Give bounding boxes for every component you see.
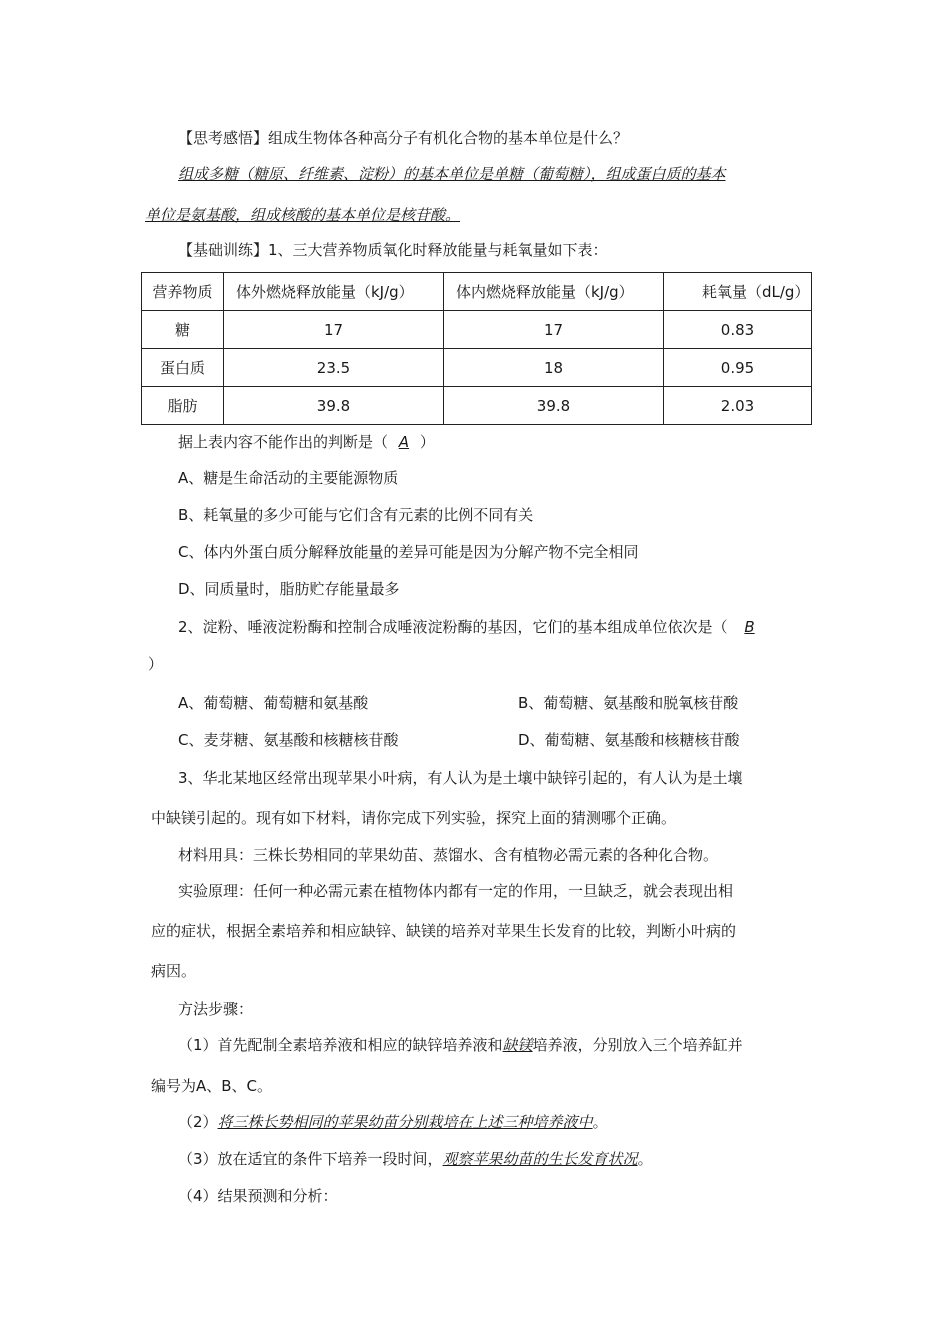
q3-step2 [178, 1112, 608, 1132]
think-heading: 【思考感悟】组成生物体各种高分子有机化合物的基本单位是什么？ [178, 129, 629, 147]
table-cell: 18 [444, 349, 664, 387]
q3-step1-suffix: 培养液，分别放入三个培养缸并 [532, 1036, 743, 1054]
q2-stem-suffix: ） [148, 655, 164, 673]
table-cell: 蛋白质 [142, 349, 224, 387]
table-row [142, 311, 812, 349]
q2-stem [178, 617, 755, 637]
table-row [142, 387, 812, 425]
table-cell: 39.8 [224, 387, 444, 425]
table-cell: 2.03 [664, 387, 812, 425]
q2-option-c: C、麦芽糖、氨基酸和核糖核苷酸 [178, 731, 399, 749]
table-cell: 17 [444, 311, 664, 349]
q3-step1 [178, 1035, 743, 1055]
table-cell: 23.5 [224, 349, 444, 387]
q2-option-a: A、葡萄糖、葡萄糖和氨基酸 [178, 694, 369, 712]
q3-step3-suffix: 。 [637, 1150, 653, 1168]
q1-option-c: C、体内外蛋白质分解释放能量的差异可能是因为分解产物不完全相同 [178, 543, 639, 561]
q3-step1-blank: 缺镁 [502, 1036, 533, 1054]
q1-option-a: A、糖是生命活动的主要能源物质 [178, 469, 399, 487]
q3-step2-prefix: （2） [178, 1113, 218, 1131]
q3-principle-line2: 应的症状，根据全素培养和相应缺锌、缺镁的培养对苹果生长发育的比较，判断小叶病的 [151, 922, 737, 940]
table-header: 营养物质 [142, 273, 224, 311]
table-header: 耗氧量（dL/g） [664, 273, 812, 311]
q3-step3-blank: 观察苹果幼苗的生长发育状况 [442, 1150, 638, 1168]
table-cell: 脂肪 [142, 387, 224, 425]
q2-option-d: D、葡萄糖、氨基酸和核糖核苷酸 [518, 731, 740, 749]
table-cell: 0.83 [664, 311, 812, 349]
q1-answer: A [398, 433, 410, 451]
q3-materials: 材料用具：三株长势相同的苹果幼苗、蒸馏水、含有植物必需元素的各种化合物。 [178, 846, 719, 864]
table-header: 体内燃烧释放能量（kJ/g） [444, 273, 664, 311]
q3-method-title: 方法步骤： [178, 1000, 254, 1018]
nutrient-table [141, 272, 812, 425]
table-row [142, 349, 812, 387]
table-header: 体外燃烧释放能量（kJ/g） [224, 273, 444, 311]
q3-principle-line1: 实验原理：任何一种必需元素在植物体内都有一定的作用，一旦缺乏，就会表现出相 [178, 882, 734, 900]
q3-step3-prefix: （3）放在适宜的条件下培养一段时间， [178, 1150, 443, 1168]
q1-option-d: D、同质量时，脂肪贮存能量最多 [178, 580, 400, 598]
q1-stem [178, 432, 435, 452]
table-cell: 17 [224, 311, 444, 349]
table-cell: 39.8 [444, 387, 664, 425]
q1-stem-prefix: 据上表内容不能作出的判断是（ [178, 433, 389, 451]
q3-step1-line2: 编号为A、B、C。 [151, 1077, 273, 1095]
q2-stem-prefix: 2、淀粉、唾液淀粉酶和控制合成唾液淀粉酶的基因，它们的基本组成单位依次是（ [178, 618, 728, 636]
q2-answer: B [744, 618, 755, 636]
q3-step4: （4）结果预测和分析： [178, 1187, 338, 1205]
q2-option-b: B、葡萄糖、氨基酸和脱氧核苷酸 [518, 694, 739, 712]
q1-intro: 【基础训练】1、三大营养物质氧化时释放能量与耗氧量如下表： [178, 241, 608, 259]
q3-step2-blank: 将三株长势相同的苹果幼苗分别栽培在上述三种培养液中 [217, 1113, 593, 1131]
q3-step2-suffix: 。 [592, 1113, 608, 1131]
q3-stem-line1: 3、华北某地区经常出现苹果小叶病，有人认为是土壤中缺锌引起的，有人认为是土壤 [178, 769, 743, 787]
table-cell: 0.95 [664, 349, 812, 387]
think-answer-line2: 单位是氨基酸，组成核酸的基本单位是核苷酸。 [145, 206, 461, 224]
q3-step1-prefix: （1）首先配制全素培养液和相应的缺锌培养液和 [178, 1036, 503, 1054]
q3-step3 [178, 1149, 653, 1169]
q3-stem-line2: 中缺镁引起的。现有如下材料，请你完成下列实验，探究上面的猜测哪个正确。 [151, 809, 677, 827]
think-answer-line1: 组成多糖（糖原、纤维素、淀粉）的基本单位是单糖（葡萄糖），组成蛋白质的基本 [178, 165, 726, 183]
q1-option-b: B、耗氧量的多少可能与它们含有元素的比例不同有关 [178, 506, 534, 524]
table-header-row [142, 273, 812, 311]
q3-principle-line3: 病因。 [151, 962, 197, 980]
q1-stem-suffix: ） [419, 433, 435, 451]
table-cell: 糖 [142, 311, 224, 349]
